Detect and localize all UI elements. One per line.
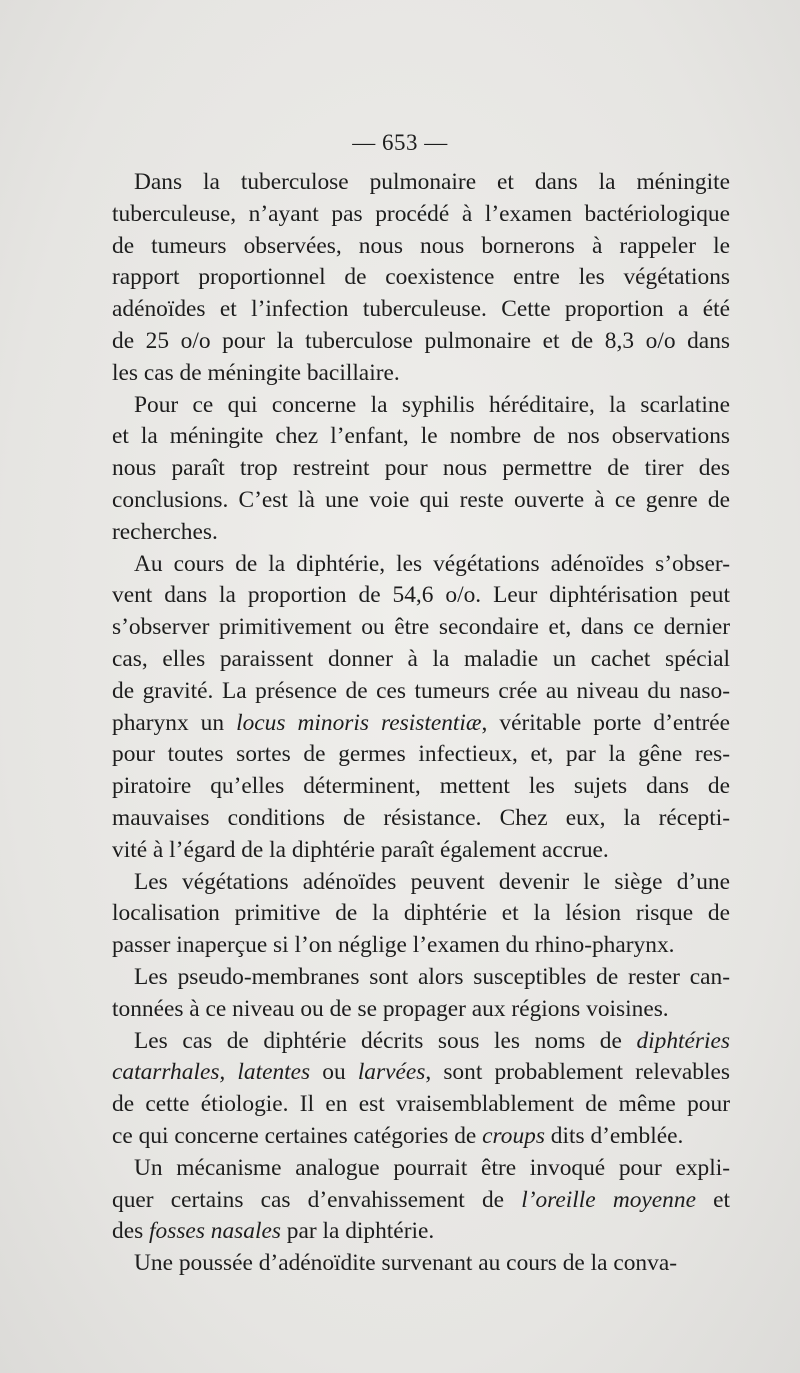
paragraph xyxy=(112,867,730,962)
paragraph xyxy=(112,1248,730,1280)
text-run: et xyxy=(695,1186,730,1213)
text-run: Pour ce qui concerne la syphilis héréditaire, la scarlatine xyxy=(134,391,730,418)
text-run: pour toutes sortes de germes infectieux, et, par la gêne res- xyxy=(112,741,730,768)
text-run: Les pseudo-membranes sont alors susceptibles de rester can- xyxy=(134,963,730,990)
paragraph xyxy=(112,1026,730,1153)
text-line xyxy=(112,358,730,390)
italic-text: locus minoris resistentiæ xyxy=(236,709,482,736)
italic-text: fosses nasales xyxy=(149,1218,281,1245)
text-line xyxy=(112,199,730,231)
italic-text: l’oreille moyenne xyxy=(521,1186,696,1213)
text-line xyxy=(112,580,730,612)
text-run: passer inaperçue si l’on néglige l’examen du rhino-pharynx. xyxy=(112,932,675,959)
text-line xyxy=(112,930,730,962)
text-line xyxy=(112,453,730,485)
text-run: et la méningite chez l’enfant, le nombre de nos observations xyxy=(112,423,730,450)
text-run: tonnées à ce niveau ou de se propager aux régions voisines. xyxy=(112,995,669,1022)
text-run: quer certains cas d’envahissement de xyxy=(112,1186,522,1213)
text-run: par la diphtérie. xyxy=(280,1218,435,1245)
text-run: recherches. xyxy=(112,518,218,545)
text-line xyxy=(112,676,730,708)
text-run: les cas de méningite bacillaire. xyxy=(112,359,400,386)
text-run: , véritable porte d’entrée xyxy=(481,709,730,736)
text-run: ce qui concerne certaines catégories de xyxy=(112,1122,483,1149)
text-run: de 25 o/o pour la tuberculose pulmonaire et de 8,3 o/o dans xyxy=(112,327,730,354)
text-run: adénoïdes et l’infection tuberculeuse. Cette proportion a été xyxy=(112,296,730,323)
text-run: vent dans la proportion de 54,6 o/o. Leur diphtérisation peut xyxy=(112,582,730,609)
text-run: de gravité. La présence de ces tumeurs crée au niveau du naso- xyxy=(112,677,730,704)
text-run: de tumeurs observées, nous nous bornerons à rappeler le xyxy=(112,232,730,259)
text-line xyxy=(112,771,730,803)
italic-text: catarrhales, latentes xyxy=(112,1059,311,1086)
text-line xyxy=(112,1057,730,1089)
text-run: cas, elles paraissent donner à la maladie un cachet spécial xyxy=(112,645,730,672)
text-line xyxy=(112,803,730,835)
text-line xyxy=(112,1216,730,1248)
text-line xyxy=(112,1153,730,1185)
text-line xyxy=(112,739,730,771)
text-run: de cette étiologie. Il en est vraisemblablement de même pour xyxy=(112,1091,730,1118)
text-line xyxy=(112,708,730,740)
text-run: Au cours de la diphtérie, les végétations adénoïdes s’obser- xyxy=(134,550,730,577)
text-line xyxy=(112,1248,730,1280)
text-line xyxy=(112,390,730,422)
text-run: rapport proportionnel de coexistence entre les végétations xyxy=(112,264,730,291)
paragraph xyxy=(112,167,730,390)
text-line xyxy=(112,262,730,294)
text-run: localisation primitive de la diphtérie et la lésion risque de xyxy=(112,900,730,927)
text-run: Les cas de diphtérie décrits sous les noms de xyxy=(134,1027,637,1054)
text-run: s’observer primitivement ou être secondaire et, dans ce dernier xyxy=(112,614,730,641)
text-run: tuberculeuse, n’ayant pas procédé à l’examen bactériologique xyxy=(112,200,730,227)
text-line xyxy=(112,898,730,930)
text-line xyxy=(112,231,730,263)
text-run: dits d’emblée. xyxy=(544,1122,684,1149)
text-line xyxy=(112,867,730,899)
text-run: , sont probablement relevables xyxy=(425,1059,730,1086)
text-line xyxy=(112,612,730,644)
text-run: nous paraît trop restreint pour nous permettre de tirer des xyxy=(112,455,730,482)
text-run: vité à l’égard de la diphtérie paraît également accrue. xyxy=(112,836,609,863)
italic-text: croups xyxy=(482,1122,545,1149)
text-run: Une poussée d’adénoïdite survenant au cours de la conva- xyxy=(134,1250,677,1277)
text-run: piratoire qu’elles déterminent, mettent les sujets dans de xyxy=(112,773,730,800)
text-line xyxy=(112,1185,730,1217)
text-line xyxy=(112,294,730,326)
text-run: conclusions. C’est là une voie qui reste ouverte à ce genre de xyxy=(112,486,730,513)
text-line xyxy=(112,962,730,994)
text-run: Dans la tuberculose pulmonaire et dans la méningite xyxy=(134,169,730,195)
text-run: ou xyxy=(310,1059,358,1086)
paragraph xyxy=(112,549,730,867)
text-run: pharynx un xyxy=(112,709,237,736)
text-line xyxy=(112,1089,730,1121)
italic-text: larvées xyxy=(357,1059,426,1086)
text-run: des xyxy=(112,1218,150,1245)
text-line xyxy=(112,1121,730,1153)
text-line xyxy=(112,549,730,581)
text-line xyxy=(112,167,730,199)
page-number: — 653 — xyxy=(352,130,448,155)
text-line xyxy=(112,644,730,676)
text-run: Un mécanisme analogue pourrait être invoqué pour expli- xyxy=(134,1154,730,1181)
italic-text: diphtéries xyxy=(636,1027,730,1054)
body-text xyxy=(112,167,730,1280)
text-line xyxy=(112,326,730,358)
text-line xyxy=(112,517,730,549)
text-line xyxy=(112,994,730,1026)
text-line xyxy=(112,485,730,517)
paragraph xyxy=(112,390,730,549)
text-line xyxy=(112,421,730,453)
paragraph xyxy=(112,962,730,1026)
text-line xyxy=(112,835,730,867)
text-run: mauvaises conditions de résistance. Chez eux, la récepti- xyxy=(112,804,730,831)
text-line xyxy=(112,1026,730,1058)
text-run: Les végétations adénoïdes peuvent devenir le siège d’une xyxy=(134,868,730,895)
paragraph xyxy=(112,1153,730,1248)
